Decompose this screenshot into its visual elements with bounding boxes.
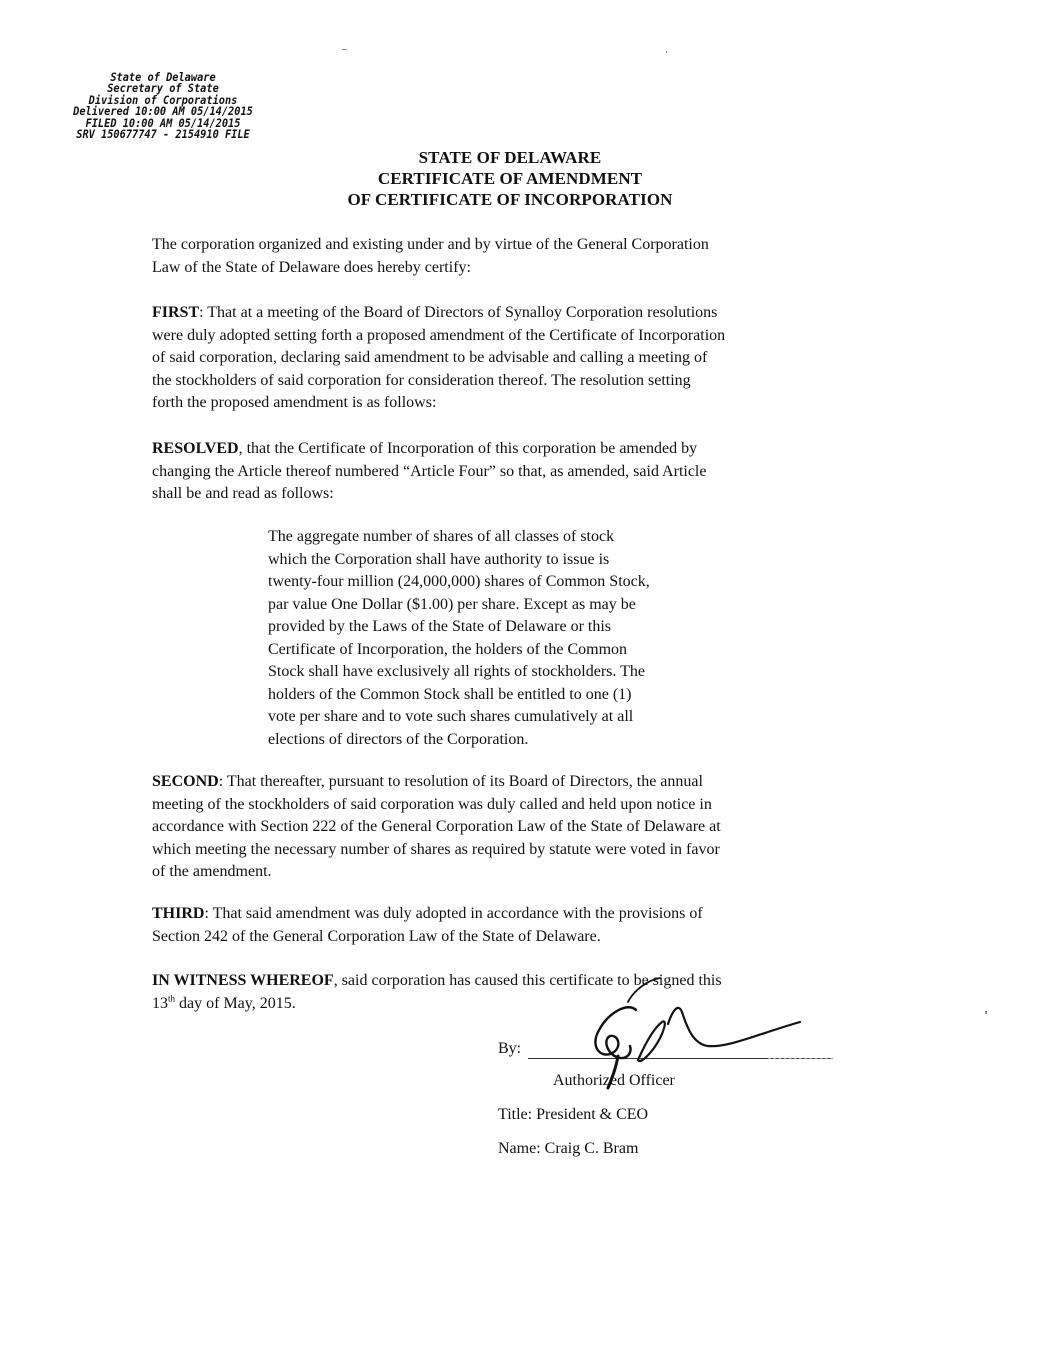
- document-title: [300, 147, 720, 210]
- title-line-2: CERTIFICATE OF AMENDMENT: [377, 169, 643, 188]
- text-line: : That said amendment was duly adopted in accordance with the provisions of: [204, 905, 703, 922]
- day-suffix: th: [168, 993, 176, 1004]
- text-line: provided by the Laws of the State of Delaware or this: [268, 618, 612, 635]
- text-line: : That at a meeting of the Board of Directors of Synalloy Corporation resolutions: [199, 304, 718, 321]
- day-number: 13: [152, 994, 168, 1012]
- first-paragraph: [152, 302, 852, 415]
- stamp-line: FILED 10:00 AM 05/14/2015: [85, 116, 241, 130]
- text-line: holders of the Common Stock shall be entitled to one (1): [268, 685, 632, 703]
- text-line: were duly adopted setting forth a proposed amendment of the Certificate of Incorporation: [152, 326, 726, 344]
- text-line: which the Corporation shall have authority to issue is: [268, 550, 610, 568]
- text-line: , said corporation has caused this certificate to be signed this: [333, 972, 722, 989]
- second-label: SECOND: [152, 773, 219, 790]
- stamp-line: State of Delaware: [110, 71, 216, 84]
- second-paragraph: [152, 771, 852, 884]
- text-line: Law of the State of Delaware does hereby certify:: [152, 258, 471, 276]
- text-line: of the amendment.: [152, 863, 272, 880]
- text-line: The aggregate number of shares of all classes of stock: [268, 528, 615, 545]
- text-line: forth the proposed amendment is as follows:: [152, 394, 437, 411]
- signer-name: Name: Craig C. Bram: [498, 1140, 639, 1157]
- text-line: Certificate of Incorporation, the holders of the Common: [268, 640, 628, 658]
- signature-stroke: [668, 1008, 800, 1046]
- text-line: which meeting the necessary number of shares as required by statute were voted in favor: [152, 840, 720, 858]
- text-line: , that the Certificate of Incorporation of this corporation be amended by: [238, 440, 698, 457]
- text-line: twenty-four million (24,000,000) shares of Common Stock,: [268, 573, 650, 590]
- signature-stroke: [638, 1021, 665, 1061]
- text-line: The corporation organized and existing under and by virtue of the General Corporation: [152, 236, 709, 253]
- filing-stamp: [48, 72, 278, 140]
- text-line: the stockholders of said corporation for consideration thereof. The resolution setting: [152, 371, 691, 389]
- title-line-1: STATE OF DELAWARE: [418, 148, 602, 167]
- text-line: Stock shall have exclusively all rights of stockholders. The: [268, 663, 645, 680]
- first-label: FIRST: [152, 304, 200, 321]
- text-line: day of May, 2015.: [175, 994, 296, 1012]
- scan-speck: [666, 51, 667, 53]
- text-line: vote per share and to vote such shares cumulatively at all: [268, 708, 634, 725]
- signer-title: Title: President & CEO: [498, 1106, 649, 1123]
- third-label: THIRD: [152, 905, 205, 922]
- text-line: accordance with Section 222 of the General Corporation Law of the State of Delaware at: [152, 818, 721, 835]
- witness-label: IN WITNESS WHEREOF: [152, 972, 334, 989]
- scan-speck: [342, 49, 347, 50]
- resolved-paragraph: [152, 438, 852, 506]
- by-label: By:: [498, 1040, 522, 1057]
- signature-stroke: [628, 978, 660, 1002]
- text-line: par value One Dollar ($1.00) per share. Except as may be: [268, 595, 636, 613]
- text-line: : That thereafter, pursuant to resolution of its Board of Directors, the annual: [218, 773, 703, 790]
- signature-block: [498, 1030, 858, 1170]
- signature-stroke: [595, 1007, 636, 1058]
- scan-speck: [985, 1011, 987, 1014]
- text-line: meeting of the stockholders of said corporation was duly called and held upon notice in: [152, 795, 712, 813]
- text-line: changing the Article thereof numbered “Article Four” so that, as amended, said Article: [152, 462, 707, 480]
- article-four-text: [268, 526, 748, 751]
- text-line: shall be and read as follows:: [152, 485, 334, 502]
- text-line: elections of directors of the Corporation.: [268, 730, 529, 748]
- stamp-line: Division of Corporations: [88, 93, 238, 107]
- text-line: Section 242 of the General Corporation Law of the State of Delaware.: [152, 927, 601, 945]
- stamp-line: SRV 150677747 - 2154910 FILE: [76, 128, 250, 142]
- intro-paragraph: [152, 234, 852, 279]
- text-line: of said corporation, declaring said amendment to be advisable and calling a meeting of: [152, 349, 708, 366]
- resolved-label: RESOLVED: [152, 440, 239, 457]
- signer-role: Authorized Officer: [553, 1072, 675, 1089]
- stamp-line: Secretary of State: [107, 82, 219, 96]
- third-paragraph: [152, 903, 852, 948]
- stamp-line: Delivered 10:00 AM 05/14/2015: [73, 105, 253, 119]
- title-line-3: OF CERTIFICATE OF INCORPORATION: [347, 190, 673, 209]
